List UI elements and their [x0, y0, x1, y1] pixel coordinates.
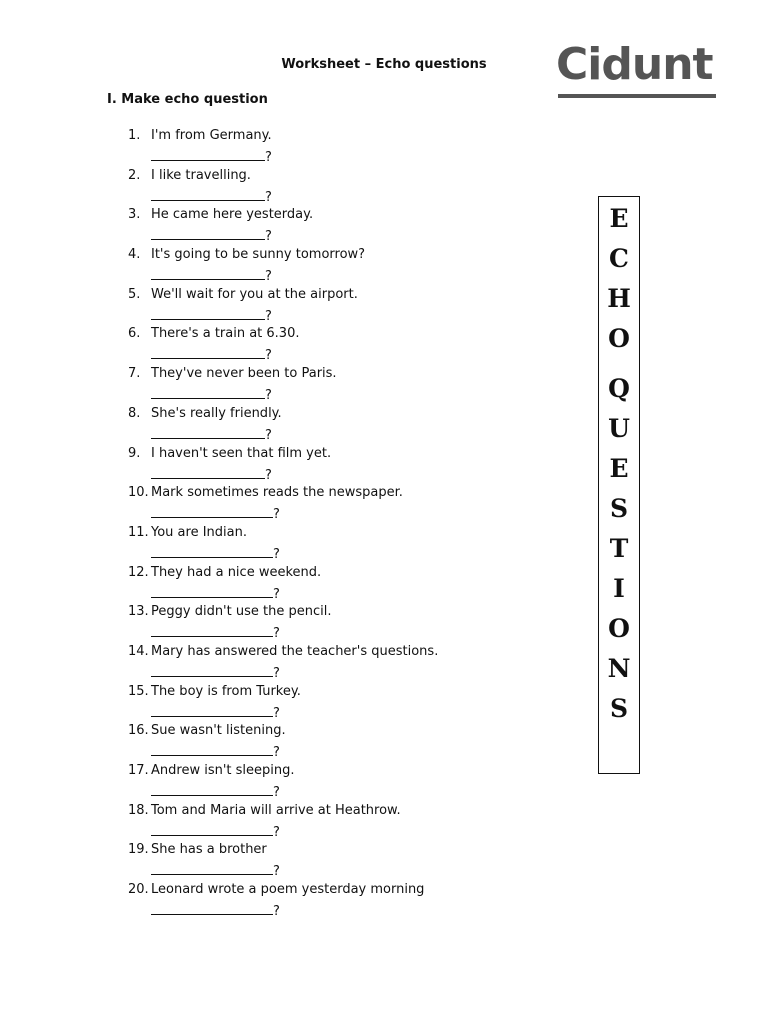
answer-blank[interactable]	[151, 664, 280, 681]
logo-text: Cidunt	[556, 39, 713, 90]
answer-line[interactable]	[151, 783, 273, 796]
question-item	[0, 761, 560, 801]
answer-blank[interactable]	[151, 227, 272, 244]
question-item	[0, 880, 560, 920]
answer-line[interactable]	[151, 227, 265, 240]
side-letter: Q	[608, 374, 630, 403]
question-mark: ?	[273, 785, 280, 800]
question-item	[0, 483, 560, 523]
answer-line[interactable]	[151, 902, 273, 915]
question-sentence: Tom and Maria will arrive at Heathrow.	[151, 802, 401, 818]
question-sentence: There's a train at 6.30.	[151, 326, 300, 342]
section-heading: I. Make echo question	[107, 92, 268, 107]
question-item	[0, 602, 560, 642]
answer-blank[interactable]	[151, 346, 272, 363]
echo-questions-banner	[598, 196, 640, 774]
question-number: 12.	[128, 564, 149, 580]
question-item	[0, 285, 560, 325]
side-letter: U	[608, 414, 630, 443]
question-number: 1.	[128, 128, 141, 143]
side-letter: C	[609, 244, 629, 273]
answer-line[interactable]	[151, 386, 265, 399]
question-item	[0, 364, 560, 404]
side-letter: T	[609, 534, 629, 563]
question-sentence: She has a brother	[151, 842, 267, 858]
question-number: 16.	[128, 723, 149, 739]
answer-blank[interactable]	[151, 505, 280, 522]
question-sentence: You are Indian.	[151, 524, 247, 540]
answer-blank[interactable]	[151, 624, 280, 641]
question-number: 17.	[128, 763, 149, 778]
answer-line[interactable]	[151, 188, 265, 201]
question-item	[0, 404, 560, 444]
question-sentence: I'm from Germany.	[151, 128, 272, 143]
question-item	[0, 721, 560, 761]
question-sentence: Mark sometimes reads the newspaper.	[151, 485, 403, 501]
answer-line[interactable]	[151, 743, 273, 756]
question-item	[0, 205, 560, 245]
question-number: 14.	[128, 643, 149, 659]
side-letter: S	[609, 494, 629, 523]
answer-blank[interactable]	[151, 426, 272, 443]
answer-line[interactable]	[151, 862, 273, 875]
side-letter: S	[609, 694, 629, 723]
question-number: 8.	[128, 405, 141, 421]
question-mark: ?	[265, 229, 272, 245]
question-number: 5.	[128, 286, 141, 302]
question-number: 20.	[128, 882, 149, 898]
answer-blank[interactable]	[151, 743, 280, 760]
question-number: 13.	[128, 604, 149, 620]
answer-line[interactable]	[151, 823, 273, 836]
answer-line[interactable]	[151, 664, 273, 677]
question-number: 4.	[128, 247, 141, 263]
answer-line[interactable]	[151, 267, 265, 280]
side-letter: N	[607, 654, 631, 683]
side-letter: O	[608, 614, 630, 643]
question-sentence: Mary has answered the teacher's questions.	[151, 643, 439, 659]
answer-line[interactable]	[151, 624, 273, 637]
question-item	[0, 682, 560, 722]
answer-blank[interactable]	[151, 862, 280, 879]
answer-blank[interactable]	[151, 466, 272, 483]
answer-blank[interactable]	[151, 267, 272, 284]
question-number: 18.	[128, 802, 149, 818]
answer-line[interactable]	[151, 585, 273, 598]
question-mark: ?	[265, 269, 272, 285]
answer-line[interactable]	[151, 307, 265, 320]
question-list	[0, 126, 560, 920]
answer-blank[interactable]	[151, 188, 272, 205]
answer-line[interactable]	[151, 426, 265, 439]
question-number: 6.	[128, 326, 141, 342]
answer-line[interactable]	[151, 545, 273, 558]
answer-blank[interactable]	[151, 307, 272, 324]
cidunt-logo	[556, 39, 718, 104]
question-sentence: They had a nice weekend.	[151, 564, 322, 580]
question-number: 15.	[128, 683, 149, 699]
answer-blank[interactable]	[151, 386, 272, 403]
question-mark: ?	[273, 864, 280, 880]
question-sentence: I haven't seen that film yet.	[151, 445, 332, 461]
question-sentence: It's going to be sunny tomorrow?	[151, 247, 366, 263]
question-item	[0, 523, 560, 563]
question-item	[0, 444, 560, 484]
question-number: 10.	[128, 485, 149, 501]
question-item	[0, 324, 560, 364]
question-item	[0, 126, 560, 166]
logo-underline	[558, 94, 716, 98]
answer-blank[interactable]	[151, 148, 272, 165]
question-item	[0, 563, 560, 603]
question-sentence: I like travelling.	[151, 167, 251, 183]
answer-line[interactable]	[151, 704, 273, 717]
question-sentence: He came here yesterday.	[151, 207, 314, 223]
question-item	[0, 245, 560, 285]
side-letter: I	[613, 574, 625, 603]
answer-line[interactable]	[151, 346, 265, 359]
question-mark: ?	[273, 507, 280, 523]
question-number: 3.	[128, 207, 141, 223]
question-number: 2.	[128, 167, 141, 183]
question-mark: ?	[273, 546, 280, 562]
question-item	[0, 642, 560, 682]
question-mark: ?	[265, 348, 272, 364]
side-letter: H	[607, 284, 631, 313]
answer-line[interactable]	[151, 505, 273, 518]
question-sentence: We'll wait for you at the airport.	[151, 286, 358, 302]
question-mark: ?	[265, 427, 272, 443]
question-sentence: The boy is from Turkey.	[151, 683, 301, 699]
question-item	[0, 840, 560, 880]
question-sentence: Andrew isn't sleeping.	[151, 763, 295, 778]
question-mark: ?	[273, 665, 280, 681]
question-mark: ?	[273, 904, 280, 920]
answer-blank[interactable]	[151, 704, 280, 721]
question-mark: ?	[273, 586, 280, 602]
question-sentence: Peggy didn't use the pencil.	[151, 604, 332, 620]
question-sentence: They've never been to Paris.	[151, 366, 337, 382]
question-mark: ?	[265, 388, 272, 404]
question-mark: ?	[273, 824, 280, 840]
worksheet-title: Worksheet – Echo questions	[281, 57, 487, 72]
question-sentence: Sue wasn't listening.	[151, 723, 286, 739]
side-letter: E	[609, 204, 629, 233]
question-item	[0, 801, 560, 841]
question-sentence: Leonard wrote a poem yesterday morning	[151, 882, 425, 898]
answer-blank[interactable]	[151, 545, 280, 562]
question-mark: ?	[265, 467, 272, 483]
answer-blank[interactable]	[151, 585, 280, 602]
question-number: 9.	[128, 445, 141, 461]
question-mark: ?	[265, 308, 272, 324]
answer-blank[interactable]	[151, 902, 280, 919]
question-mark: ?	[265, 189, 272, 205]
side-letter: O	[608, 324, 630, 353]
question-mark: ?	[273, 626, 280, 642]
question-sentence: She's really friendly.	[151, 405, 282, 421]
question-number: 7.	[128, 366, 141, 382]
question-mark: ?	[265, 150, 272, 165]
question-number: 19.	[128, 842, 149, 858]
question-mark: ?	[273, 745, 280, 761]
answer-line[interactable]	[151, 466, 265, 479]
question-number: 11.	[128, 524, 149, 540]
answer-line[interactable]	[151, 148, 265, 161]
answer-blank[interactable]	[151, 783, 280, 800]
side-letter: E	[609, 454, 629, 483]
question-item	[0, 166, 560, 206]
question-mark: ?	[273, 705, 280, 721]
answer-blank[interactable]	[151, 823, 280, 840]
